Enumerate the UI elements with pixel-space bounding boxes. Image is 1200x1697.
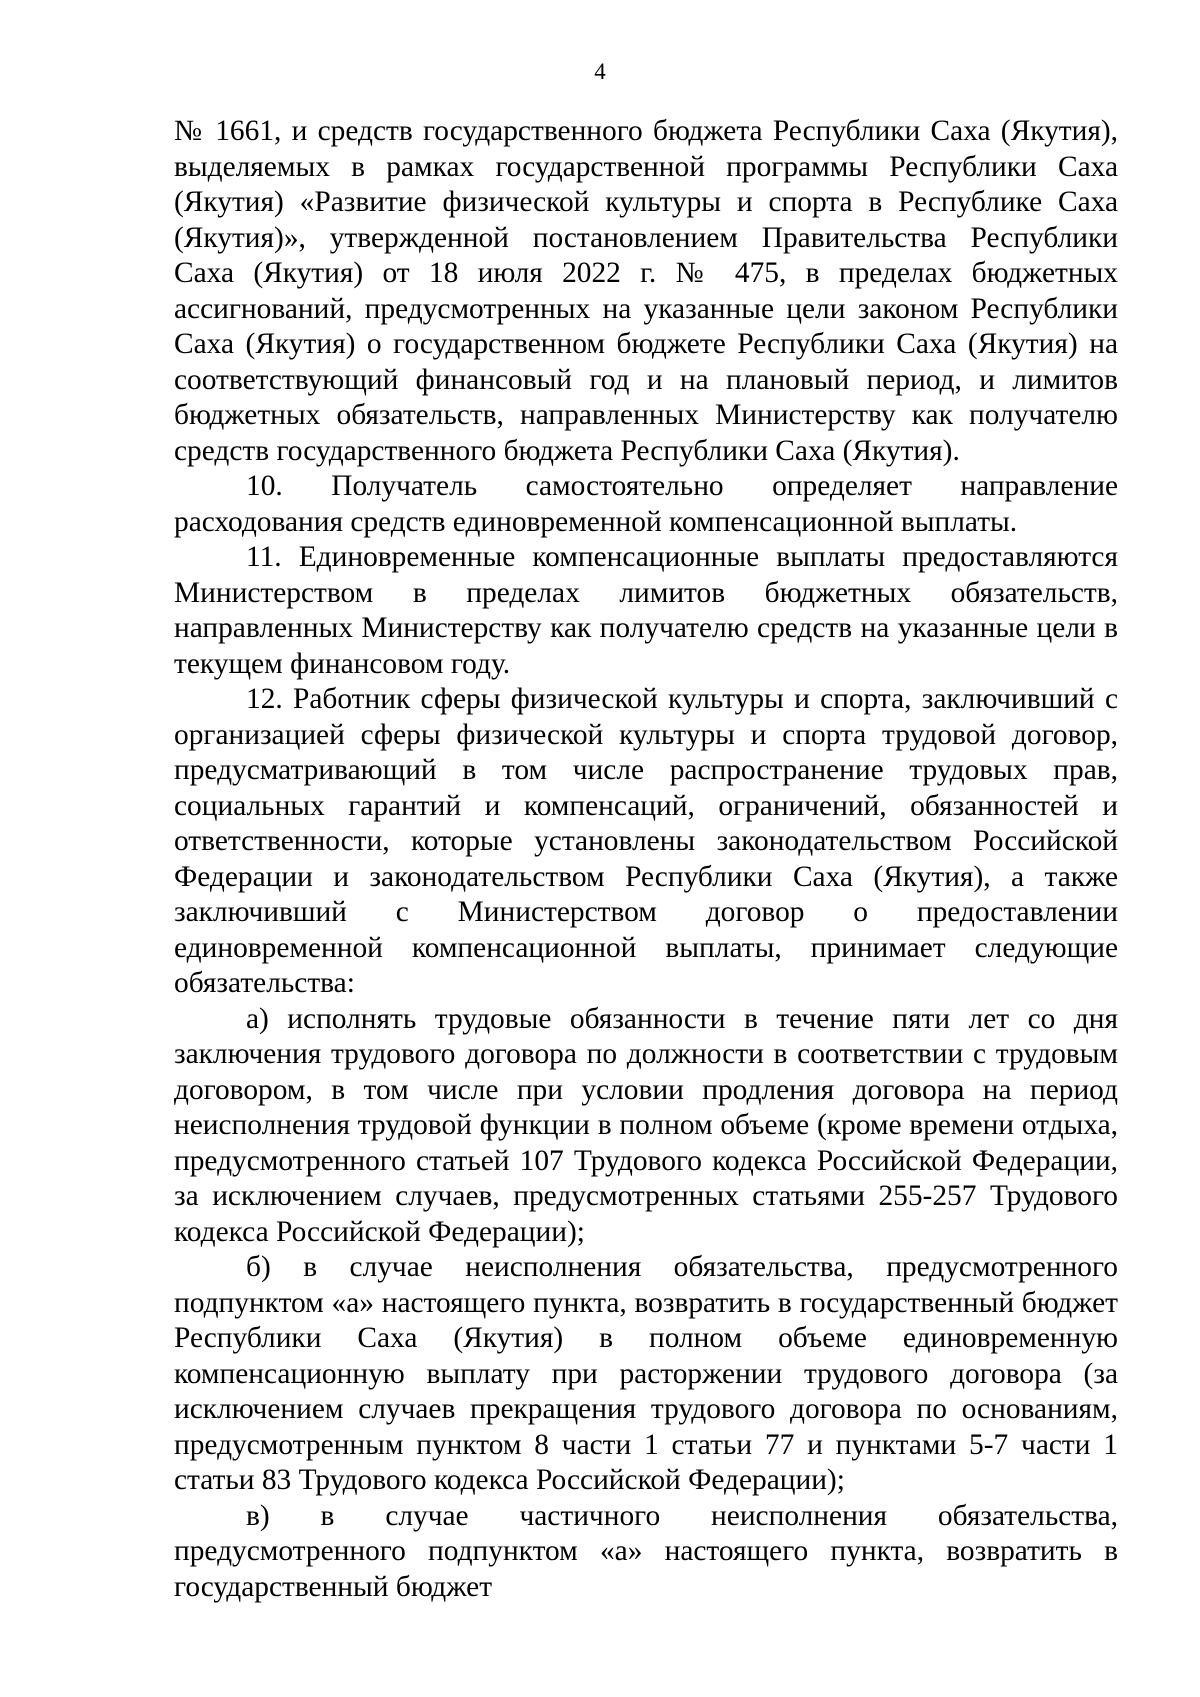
subparagraph-v: в) в случае частичного неисполнения обязательства, предусмотренного подпунктом «а» настоящего пункта, возвратить в государственный бюджет	[174, 1499, 1118, 1603]
subparagraph-a: а) исполнять трудовые обязанности в течение пяти лет со дня заключения трудового договора по должности в соответствии с трудовым договором, в том числе при условии продления договора на период неисполнения трудовой функции в полном объеме (кроме времени отдыха, предусмотренного статьей 107 Трудового кодекса Российской Федерации, за исключением случаев, предусмотренных статьями 255-257 Трудового кодекса Российской Федерации);	[174, 1002, 1118, 1248]
subparagraph-b: б) в случае неисполнения обязательства, предусмотренного подпунктом «а» настоящего пункта, возвратить в государственный бюджет Республики Саха (Якутия) в полном объеме единовременную компенсационную выплату при расторжении трудового договора (за исключением случаев прекращения трудового договора по основаниям, предусмотренным пунктом 8 части 1 статьи 77 и пунктами 5-7 части 1 статьи 83 Трудового кодекса Российской Федерации);	[174, 1251, 1118, 1496]
paragraph-item-12: 12. Работник сферы физической культуры и спорта, заключивший с организацией сферы физической культуры и спорта трудовой договор, предусматривающий в том числе распространение трудовых прав, социальных гарантий и компенсаций, ограничений, обязанностей и ответственности, которые установлены законодательством Российской Федерации и законодательством Республики Саха (Якутия), а также заключивший с Министерством договор о предоставлении единовременной компенсационной выплаты, принимает следующие обязательства:	[174, 683, 1118, 999]
document-body	[174, 114, 1118, 1605]
paragraph-item-10: 10. Получатель самостоятельно определяет направление расходования средств единовременной компенсационной выплаты.	[174, 470, 1118, 538]
page-number: 4	[594, 59, 606, 84]
paragraph-item-11: 11. Единовременные компенсационные выплаты предоставляются Министерством в пределах лимитов бюджетных обязательств, направленных Министерству как получателю средств на указанные цели в текущем финансовом году.	[174, 541, 1118, 680]
paragraph-continuation: № 1661, и средств государственного бюджета Республики Саха (Якутия), выделяемых в рамках государственной программы Республики Саха (Якутия) «Развитие физической культуры и спорта в Республике Саха (Якутия)», утвержденной постановлением Правительства Республики Саха (Якутия) от 18 июля 2022 г. № 475, в пределах бюджетных ассигнований, предусмотренных на указанные цели законом Республики Саха (Якутия) о государственном бюджете Республики Саха (Якутия) на соответствующий финансовый год и на плановый период, и лимитов бюджетных обязательств, направленных Министерству как получателю средств государственного бюджета Республики Саха (Якутия).	[174, 115, 1118, 467]
